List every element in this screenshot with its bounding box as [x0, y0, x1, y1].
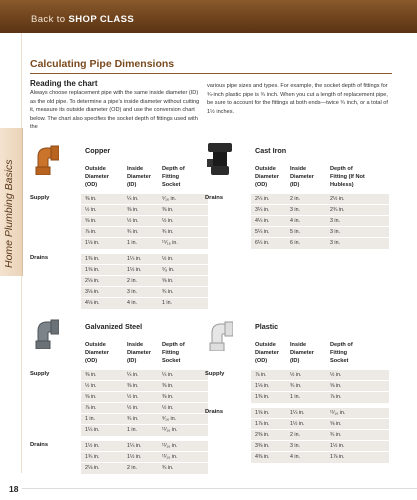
copper-cell: ¹⁵⁄₁₆ in. [162, 240, 178, 246]
galvanized-table-row [81, 424, 208, 436]
galvanized-table-title: Galvanized Steel [85, 322, 143, 331]
plastic-cell: 1½ in. [330, 443, 345, 449]
galvanized-cell: 2 in. [127, 465, 138, 471]
copper-cell: 2 in. [127, 278, 138, 284]
copper-table-row [81, 297, 208, 309]
copper-cell: ½ in. [162, 256, 174, 262]
copper-cell: 1⅜ in. [85, 256, 100, 262]
copper-section-label: Drains [30, 255, 49, 261]
galvanized-cell: ¼ in. [162, 372, 174, 378]
plastic-section-label: Drains [205, 409, 224, 415]
plastic-cell: 1⅜ in. [255, 394, 270, 400]
plastic-cell: ½ in. [290, 372, 302, 378]
cast_iron-section-label: Drains [205, 195, 224, 201]
galvanized-cell: ⅜ in. [127, 383, 139, 389]
cast_iron-cell: 3 in. [330, 229, 341, 235]
copper-cell: 1 in. [127, 240, 138, 246]
copper-cell: 2⅛ in. [85, 278, 100, 284]
cast_iron-cell: 3 in. [330, 240, 341, 246]
back-link-text: Back to [31, 14, 69, 25]
plastic-table-row [251, 451, 389, 463]
plastic-table-title: Plastic [255, 322, 279, 331]
cast_iron-cell: 4¼ in. [255, 218, 270, 224]
plastic-cell: ⅞ in. [330, 394, 342, 400]
cast_iron-header-0: Outside Diameter (OD) [255, 166, 279, 188]
copper-cell: ½ in. [127, 218, 139, 224]
galvanized-cell: ⅝ in. [85, 394, 97, 400]
galvanized-cell: 1 in. [85, 416, 96, 422]
top-banner [0, 0, 417, 33]
copper-cell: ⅜ in. [85, 196, 97, 202]
galvanized-header-0: Outside Diameter (OD) [85, 342, 109, 364]
cast_iron-cell: 6¼ in. [255, 240, 270, 246]
cast-iron-fitting-icon [206, 141, 234, 177]
plastic-header-1: Inside Diameter (ID) [290, 342, 314, 364]
galvanized-cell: ⅜ in. [162, 383, 174, 389]
copper-cell: ¾ in. [162, 289, 174, 295]
page-title: Calculating Pipe Dimensions [30, 58, 175, 70]
plastic-cell: 4⅜ in. [255, 454, 270, 460]
plastic-cell: 1⅝ in. [255, 410, 270, 416]
plastic-cell: 3⅜ in. [255, 443, 270, 449]
plastic-section-label: Supply [205, 371, 225, 377]
plastic-cell: 2⅜ in. [255, 432, 270, 438]
copper-cell: 1⅛ in. [85, 240, 100, 246]
copper-elbow-icon [33, 143, 59, 175]
copper-cell: 1 in. [162, 300, 173, 306]
galvanized-cell: ⅜ in. [162, 394, 174, 400]
plastic-header-0: Outside Diameter (OD) [255, 342, 279, 364]
cast_iron-cell: 5¼ in. [255, 229, 270, 235]
copper-cell: ½ in. [85, 207, 97, 213]
cast_iron-table-title: Cast Iron [255, 146, 287, 155]
copper-cell: 3 in. [127, 289, 138, 295]
plastic-cell: 1¼ in. [290, 410, 305, 416]
cast_iron-cell: 3 in. [290, 207, 301, 213]
galvanized-section-label: Drains [30, 442, 49, 448]
galvanized-section-label: Supply [30, 371, 50, 377]
galvanized-header-1: Inside Diameter (ID) [127, 342, 151, 364]
cast_iron-cell: 3 in. [330, 218, 341, 224]
copper-header-2: Depth of Fitting Socket [162, 166, 185, 188]
galvanized-cell: ½ in. [85, 383, 97, 389]
cast_iron-cell: 2 in. [290, 196, 301, 202]
galvanized-elbow-icon [33, 317, 59, 349]
galvanized-cell: ¹¹⁄₁₆ in. [162, 443, 178, 449]
copper-header-0: Outside Diameter (OD) [85, 166, 109, 188]
plastic-cell: ¹¹⁄₁₆ in. [330, 410, 346, 416]
plastic-cell: 4 in. [290, 454, 301, 460]
copper-table-title: Copper [85, 146, 111, 155]
copper-cell: ¾ in. [127, 229, 139, 235]
copper-cell: 4 in. [127, 300, 138, 306]
copper-cell: 1¼ in. [127, 256, 142, 262]
copper-cell: ½ in. [162, 218, 174, 224]
copper-cell: ⅞ in. [85, 229, 97, 235]
galvanized-cell: ¼ in. [127, 372, 139, 378]
copper-cell: ⅜ in. [162, 207, 174, 213]
cast_iron-cell: 2¾ in. [330, 207, 345, 213]
copper-cell: ⁵⁄₁₆ in. [162, 196, 177, 202]
plastic-cell: ⅞ in. [255, 372, 267, 378]
intro-paragraph-2: various pipe sizes and types. For example, the socket depth of fittings for ¾-inch plastic pipe is ¾ inch. When you cut a length of replacement pipe, be sure to account for the fittings at both ends—twice ¾ inch, or a total of 1½ inches. [207, 83, 388, 115]
cast_iron-cell: 2¼ in. [255, 196, 270, 202]
copper-cell: 1½ in. [127, 267, 142, 273]
plastic-cell: 1⅛ in. [255, 383, 270, 389]
title-rule [30, 73, 392, 74]
copper-header-1: Inside Diameter (ID) [127, 166, 151, 188]
cast_iron-header-1: Inside Diameter (ID) [290, 166, 314, 188]
galvanized-cell: ½ in. [162, 405, 174, 411]
plastic-cell: 3 in. [290, 443, 301, 449]
plastic-cell: 1⅞ in. [255, 421, 270, 427]
copper-cell: ⅜ in. [127, 207, 139, 213]
plastic-cell: ¾ in. [290, 383, 302, 389]
copper-cell: 3⅛ in. [85, 289, 100, 295]
plastic-cell: ¾ in. [330, 432, 342, 438]
section-subtitle: Reading the chart [30, 79, 98, 88]
copper-cell: ¼ in. [127, 196, 139, 202]
cast_iron-cell: 5 in. [290, 229, 301, 235]
copper-cell: ⁵⁄₈ in. [162, 267, 175, 273]
plastic-header-2: Depth of Fitting Socket [330, 342, 353, 364]
plastic-cell: ⅝ in. [330, 421, 342, 427]
plastic-cell: 1½ in. [290, 421, 305, 427]
galvanized-cell: ⅜ in. [85, 372, 97, 378]
galvanized-cell: ¹¹⁄₁₆ in. [162, 427, 178, 433]
galvanized-table-row [81, 462, 208, 474]
galvanized-cell: ½ in. [127, 405, 139, 411]
back-link-section: SHOP CLASS [68, 14, 135, 25]
galvanized-cell: ½ in. [127, 394, 139, 400]
intro-paragraph-1: Always choose replacement pipe with the same inside diameter (ID) as the old pipe. To determine a pipe’s inside diameter without cutting it, measure its outside diameter (OD) and use the conversion chart below. The chart also specifies the socket depth of fittings used with the [30, 90, 200, 131]
copper-cell: ¾ in. [162, 229, 174, 235]
galvanized-cell: ¹¹⁄₁₆ in. [162, 454, 178, 460]
copper-cell: 4⅛ in. [85, 300, 100, 306]
galvanized-cell: 1½ in. [85, 443, 100, 449]
page-number: 18 [9, 484, 19, 494]
back-to-shop-class-link[interactable] [31, 14, 134, 25]
plastic-table-row [251, 391, 389, 403]
cast_iron-cell: 2½ in. [330, 196, 345, 202]
galvanized-cell: 1½ in. [127, 454, 142, 460]
cast_iron-header-2: Depth of Fitting (If Not Hubless) [330, 166, 365, 188]
cast_iron-cell: 4 in. [290, 218, 301, 224]
chapter-tab-label: Home Plumbing Basics [3, 159, 15, 268]
plastic-cell: 2 in. [290, 432, 301, 438]
copper-cell: 1⅝ in. [85, 267, 100, 273]
galvanized-cell: 1¼ in. [85, 427, 100, 433]
footer-rule [22, 488, 417, 489]
copper-cell: ⅝ in. [85, 218, 97, 224]
galvanized-cell: 2⅛ in. [85, 465, 100, 471]
galvanized-cell: 1 in. [127, 427, 138, 433]
cast_iron-cell: 3¼ in. [255, 207, 270, 213]
cast_iron-cell: 6 in. [290, 240, 301, 246]
plastic-cell: 1⅞ in. [330, 454, 345, 460]
galvanized-cell: ¾ in. [127, 416, 139, 422]
plastic-elbow-icon [207, 319, 233, 351]
copper-cell: ⅝ in. [162, 278, 174, 284]
galvanized-cell: ¾ in. [162, 465, 174, 471]
copper-section-label: Supply [30, 195, 50, 201]
galvanized-cell: 1¼ in. [127, 443, 142, 449]
galvanized-cell: ⅞ in. [85, 405, 97, 411]
cast_iron-table-row [251, 237, 389, 249]
galvanized-cell: ⁹⁄₁₆ in. [162, 416, 177, 422]
plastic-cell: 1 in. [290, 394, 301, 400]
galvanized-header-2: Depth of Fitting Socket [162, 342, 185, 364]
plastic-cell: ½ in. [330, 372, 342, 378]
plastic-cell: ⅝ in. [330, 383, 342, 389]
copper-table-row [81, 237, 208, 249]
galvanized-cell: 1¾ in. [85, 454, 100, 460]
